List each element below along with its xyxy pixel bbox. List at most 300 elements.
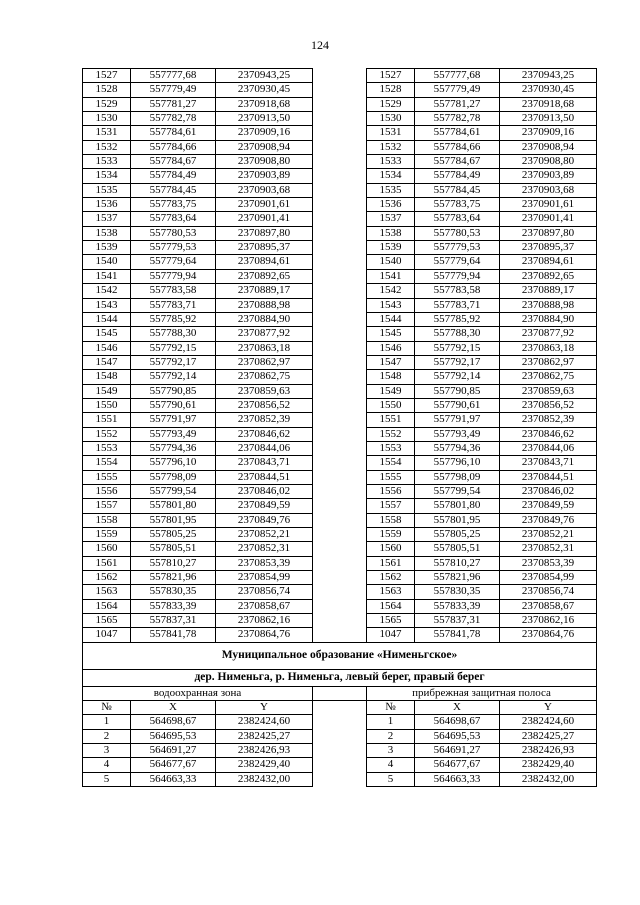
right-y-cell: 2370877,92 [500,327,597,341]
right-number-cell: 1551 [367,413,415,427]
column-gap [313,384,367,398]
zone-coordinate-row [83,744,597,758]
right-number-cell: 1538 [367,226,415,240]
column-gap [313,83,367,97]
left-y-cell: 2370863,18 [216,341,313,355]
left-y-cell: 2370895,37 [216,241,313,255]
right-number-cell: 1529 [367,97,415,111]
right-y-cell: 2382432,00 [500,772,597,786]
left-y-cell: 2370901,61 [216,198,313,212]
right-y-cell: 2370862,97 [500,355,597,369]
left-y-cell: 2382424,60 [216,715,313,729]
column-gap [313,556,367,570]
left-y-cell: 2370943,25 [216,69,313,83]
left-number-cell: 1563 [83,585,131,599]
right-x-cell: 557779,49 [415,83,500,97]
right-number-cell: 1542 [367,284,415,298]
left-number-cell: 1542 [83,284,131,298]
left-y-cell: 2370846,62 [216,427,313,441]
left-y-cell: 2382432,00 [216,772,313,786]
right-number-cell: 1560 [367,542,415,556]
left-number-cell: 1549 [83,384,131,398]
right-number-cell: 1553 [367,441,415,455]
left-number-cell: 3 [83,744,131,758]
right-y-cell: 2370859,63 [500,384,597,398]
column-gap [313,499,367,513]
right-zone-title: прибрежная защитная полоса [367,686,597,700]
left-number-cell: 1559 [83,528,131,542]
zone-coordinate-row [83,758,597,772]
right-number-cell: 1547 [367,355,415,369]
right-x-cell: 557810,27 [415,556,500,570]
column-gap [313,269,367,283]
left-x-cell: 557790,85 [131,384,216,398]
right-x-cell: 557798,09 [415,470,500,484]
right-y-cell: 2370856,52 [500,398,597,412]
left-x-cell: 557779,49 [131,83,216,97]
column-gap [313,470,367,484]
left-x-cell: 564695,53 [131,729,216,743]
right-y-cell: 2370844,06 [500,441,597,455]
coordinate-row [83,183,597,197]
left-y-cell: 2370930,45 [216,83,313,97]
zone-coordinate-row [83,772,597,786]
left-number-cell: 1550 [83,398,131,412]
right-number-cell: 1 [367,715,415,729]
coordinate-row [83,355,597,369]
coordinate-row [83,226,597,240]
right-header-number: № [367,701,415,715]
right-x-cell: 557782,78 [415,112,500,126]
coordinate-row [83,83,597,97]
left-number-cell: 1560 [83,542,131,556]
left-number-cell: 1531 [83,126,131,140]
right-x-cell: 564695,53 [415,729,500,743]
right-x-cell: 557837,31 [415,614,500,628]
right-y-cell: 2370943,25 [500,69,597,83]
column-gap [313,441,367,455]
right-number-cell: 1548 [367,370,415,384]
right-x-cell: 557799,54 [415,484,500,498]
right-x-cell: 557805,25 [415,528,500,542]
column-gap [313,614,367,628]
column-gap [313,126,367,140]
right-y-cell: 2370903,89 [500,169,597,183]
left-number-cell: 1539 [83,241,131,255]
column-gap [313,528,367,542]
right-number-cell: 1554 [367,456,415,470]
column-gap [313,758,367,772]
right-x-cell: 557784,66 [415,140,500,154]
right-x-cell: 557779,94 [415,269,500,283]
right-x-cell: 557796,10 [415,456,500,470]
coordinate-row [83,556,597,570]
coordinate-row [83,470,597,484]
right-y-cell: 2370863,18 [500,341,597,355]
right-y-cell: 2370901,41 [500,212,597,226]
right-x-cell: 557784,61 [415,126,500,140]
left-y-cell: 2370918,68 [216,97,313,111]
left-y-cell: 2370908,80 [216,155,313,169]
right-x-cell: 557779,64 [415,255,500,269]
right-x-cell: 557792,14 [415,370,500,384]
left-y-cell: 2370844,06 [216,441,313,455]
left-number-cell: 1527 [83,69,131,83]
left-y-cell: 2370846,02 [216,484,313,498]
column-gap [313,729,367,743]
left-number-cell: 1554 [83,456,131,470]
left-number-cell: 1536 [83,198,131,212]
right-x-cell: 557801,95 [415,513,500,527]
left-number-cell: 5 [83,772,131,786]
right-x-cell: 557790,85 [415,384,500,398]
left-x-cell: 557784,67 [131,155,216,169]
column-gap [313,112,367,126]
column-gap [313,298,367,312]
right-y-cell: 2370913,50 [500,112,597,126]
right-y-cell: 2370852,39 [500,413,597,427]
left-x-cell: 557783,58 [131,284,216,298]
right-number-cell: 1550 [367,398,415,412]
column-gap [313,255,367,269]
left-number-cell: 1561 [83,556,131,570]
column-gap [313,413,367,427]
zone-coordinate-row [83,715,597,729]
coordinate-row [83,398,597,412]
left-number-cell: 1546 [83,341,131,355]
right-number-cell: 1561 [367,556,415,570]
left-y-cell: 2382429,40 [216,758,313,772]
column-gap [313,327,367,341]
right-number-cell: 1565 [367,614,415,628]
left-x-cell: 557783,75 [131,198,216,212]
right-x-cell: 557788,30 [415,327,500,341]
right-number-cell: 2 [367,729,415,743]
right-y-cell: 2370849,59 [500,499,597,513]
left-number-cell: 4 [83,758,131,772]
right-x-cell: 557790,61 [415,398,500,412]
right-y-cell: 2370888,98 [500,298,597,312]
right-y-cell: 2382426,93 [500,744,597,758]
column-gap [313,284,367,298]
right-number-cell: 1552 [367,427,415,441]
right-x-cell: 557781,27 [415,97,500,111]
coordinate-row [83,284,597,298]
right-y-cell: 2370853,39 [500,556,597,570]
left-x-cell: 557792,14 [131,370,216,384]
section-title-row [83,642,597,669]
left-y-cell: 2370858,67 [216,599,313,613]
coordinate-row [83,112,597,126]
left-header-number: № [83,701,131,715]
left-x-cell: 557805,51 [131,542,216,556]
coordinate-row [83,614,597,628]
right-x-cell: 557792,15 [415,341,500,355]
left-x-cell: 557781,27 [131,97,216,111]
coordinates-table [82,68,597,787]
right-number-cell: 1543 [367,298,415,312]
left-header-x: X [131,701,216,715]
left-header-y: Y [216,701,313,715]
right-x-cell: 564691,27 [415,744,500,758]
subsection-title-row [83,669,597,686]
left-x-cell: 557810,27 [131,556,216,570]
left-y-cell: 2370903,68 [216,183,313,197]
left-y-cell: 2370877,92 [216,327,313,341]
left-x-cell: 557783,64 [131,212,216,226]
column-gap [313,155,367,169]
coordinate-row [83,327,597,341]
coordinate-row [83,585,597,599]
right-number-cell: 4 [367,758,415,772]
left-number-cell: 1541 [83,269,131,283]
left-x-cell: 557837,31 [131,614,216,628]
coordinate-row [83,427,597,441]
left-x-cell: 557794,36 [131,441,216,455]
column-gap [313,212,367,226]
left-number-cell: 1556 [83,484,131,498]
right-y-cell: 2370908,80 [500,155,597,169]
right-y-cell: 2370918,68 [500,97,597,111]
left-x-cell: 557790,61 [131,398,216,412]
page-number: 124 [311,38,329,52]
left-x-cell: 557783,71 [131,298,216,312]
left-number-cell: 1 [83,715,131,729]
right-y-cell: 2382425,27 [500,729,597,743]
left-x-cell: 557780,53 [131,226,216,240]
right-y-cell: 2370844,51 [500,470,597,484]
right-y-cell: 2370897,80 [500,226,597,240]
right-number-cell: 1528 [367,83,415,97]
right-y-cell: 2370903,68 [500,183,597,197]
zone-table-body [83,642,597,786]
left-x-cell: 557779,94 [131,269,216,283]
right-x-cell: 557784,49 [415,169,500,183]
right-number-cell: 1562 [367,571,415,585]
coordinate-row [83,269,597,283]
column-gap [313,226,367,240]
left-y-cell: 2370884,90 [216,312,313,326]
header-gap [313,701,367,715]
left-number-cell: 1547 [83,355,131,369]
coordinate-row [83,241,597,255]
right-number-cell: 1546 [367,341,415,355]
left-y-cell: 2370859,63 [216,384,313,398]
column-gap [313,241,367,255]
right-number-cell: 3 [367,744,415,758]
left-y-cell: 2370853,39 [216,556,313,570]
left-x-cell: 557841,78 [131,628,216,642]
left-x-cell: 557784,66 [131,140,216,154]
left-y-cell: 2370849,76 [216,513,313,527]
column-gap [313,355,367,369]
column-gap [313,513,367,527]
right-y-cell: 2370894,61 [500,255,597,269]
column-gap [313,183,367,197]
right-number-cell: 1545 [367,327,415,341]
left-x-cell: 557799,54 [131,484,216,498]
left-number-cell: 1555 [83,470,131,484]
column-gap [313,370,367,384]
left-x-cell: 557830,35 [131,585,216,599]
header-row [83,701,597,715]
coordinate-row [83,341,597,355]
left-number-cell: 1538 [83,226,131,240]
right-x-cell: 557780,53 [415,226,500,240]
left-number-cell: 1535 [83,183,131,197]
left-number-cell: 1537 [83,212,131,226]
left-number-cell: 1532 [83,140,131,154]
right-y-cell: 2370852,21 [500,528,597,542]
left-y-cell: 2370864,76 [216,628,313,642]
left-y-cell: 2370894,61 [216,255,313,269]
left-number-cell: 1540 [83,255,131,269]
coordinate-row [83,97,597,111]
left-number-cell: 1548 [83,370,131,384]
left-x-cell: 557798,09 [131,470,216,484]
right-x-cell: 557779,53 [415,241,500,255]
column-gap [313,585,367,599]
left-x-cell: 557777,68 [131,69,216,83]
coordinate-row [83,456,597,470]
column-gap [313,484,367,498]
right-y-cell: 2382424,60 [500,715,597,729]
coordinate-row [83,312,597,326]
right-y-cell: 2370856,74 [500,585,597,599]
left-y-cell: 2370862,16 [216,614,313,628]
left-number-cell: 2 [83,729,131,743]
coordinate-row [83,499,597,513]
left-number-cell: 1552 [83,427,131,441]
right-x-cell: 557777,68 [415,69,500,83]
column-gap [313,542,367,556]
right-y-cell: 2370843,71 [500,456,597,470]
left-y-cell: 2370852,39 [216,413,313,427]
column-gap [313,341,367,355]
right-y-cell: 2370864,76 [500,628,597,642]
right-x-cell: 557783,64 [415,212,500,226]
left-number-cell: 1528 [83,83,131,97]
column-gap [313,198,367,212]
column-gap [313,571,367,585]
zone-coordinate-row [83,729,597,743]
right-number-cell: 1537 [367,212,415,226]
right-number-cell: 1532 [367,140,415,154]
left-x-cell: 564698,67 [131,715,216,729]
section-title: Муниципальное образование «Нименьгское» [83,642,597,669]
coordinate-row [83,528,597,542]
coordinate-row [83,384,597,398]
right-x-cell: 564677,67 [415,758,500,772]
left-y-cell: 2370897,80 [216,226,313,240]
coordinate-row [83,599,597,613]
right-number-cell: 1531 [367,126,415,140]
left-number-cell: 1529 [83,97,131,111]
left-x-cell: 557779,53 [131,241,216,255]
left-x-cell: 564663,33 [131,772,216,786]
left-y-cell: 2370889,17 [216,284,313,298]
right-x-cell: 564698,67 [415,715,500,729]
right-y-cell: 2370858,67 [500,599,597,613]
right-number-cell: 1530 [367,112,415,126]
right-y-cell: 2370884,90 [500,312,597,326]
right-y-cell: 2370862,16 [500,614,597,628]
left-x-cell: 557785,92 [131,312,216,326]
right-number-cell: 1541 [367,269,415,283]
right-number-cell: 1536 [367,198,415,212]
left-y-cell: 2370888,98 [216,298,313,312]
right-y-cell: 2370895,37 [500,241,597,255]
right-header-x: X [415,701,500,715]
coordinate-row [83,69,597,83]
right-x-cell: 557841,78 [415,628,500,642]
left-x-cell: 557791,97 [131,413,216,427]
left-y-cell: 2370844,51 [216,470,313,484]
left-x-cell: 557821,96 [131,571,216,585]
right-y-cell: 2370862,75 [500,370,597,384]
left-number-cell: 1530 [83,112,131,126]
left-y-cell: 2370909,16 [216,126,313,140]
right-x-cell: 557783,75 [415,198,500,212]
right-y-cell: 2370852,31 [500,542,597,556]
right-number-cell: 1555 [367,470,415,484]
left-number-cell: 1564 [83,599,131,613]
left-x-cell: 564691,27 [131,744,216,758]
right-x-cell: 557833,39 [415,599,500,613]
column-gap [313,169,367,183]
left-y-cell: 2370908,94 [216,140,313,154]
left-y-cell: 2370852,21 [216,528,313,542]
left-y-cell: 2370852,31 [216,542,313,556]
coordinate-row [83,255,597,269]
right-y-cell: 2370889,17 [500,284,597,298]
left-x-cell: 557784,61 [131,126,216,140]
right-x-cell: 564663,33 [415,772,500,786]
left-x-cell: 557782,78 [131,112,216,126]
coordinate-row [83,628,597,642]
left-y-cell: 2370901,41 [216,212,313,226]
column-gap [313,312,367,326]
column-gap [313,744,367,758]
left-y-cell: 2382426,93 [216,744,313,758]
left-y-cell: 2370854,99 [216,571,313,585]
left-number-cell: 1558 [83,513,131,527]
column-gap [313,140,367,154]
column-gap [313,427,367,441]
right-x-cell: 557805,51 [415,542,500,556]
right-y-cell: 2370909,16 [500,126,597,140]
right-y-cell: 2382429,40 [500,758,597,772]
left-number-cell: 1565 [83,614,131,628]
left-y-cell: 2370862,75 [216,370,313,384]
coordinate-row [83,298,597,312]
left-y-cell: 2370849,59 [216,499,313,513]
left-y-cell: 2370913,50 [216,112,313,126]
coordinate-row [83,140,597,154]
right-x-cell: 557830,35 [415,585,500,599]
right-x-cell: 557794,36 [415,441,500,455]
left-x-cell: 557792,15 [131,341,216,355]
right-number-cell: 1556 [367,484,415,498]
column-gap [313,456,367,470]
coordinate-row [83,484,597,498]
left-number-cell: 1553 [83,441,131,455]
right-y-cell: 2370846,02 [500,484,597,498]
left-number-cell: 1557 [83,499,131,513]
right-number-cell: 1563 [367,585,415,599]
coordinate-row [83,571,597,585]
right-x-cell: 557793,49 [415,427,500,441]
